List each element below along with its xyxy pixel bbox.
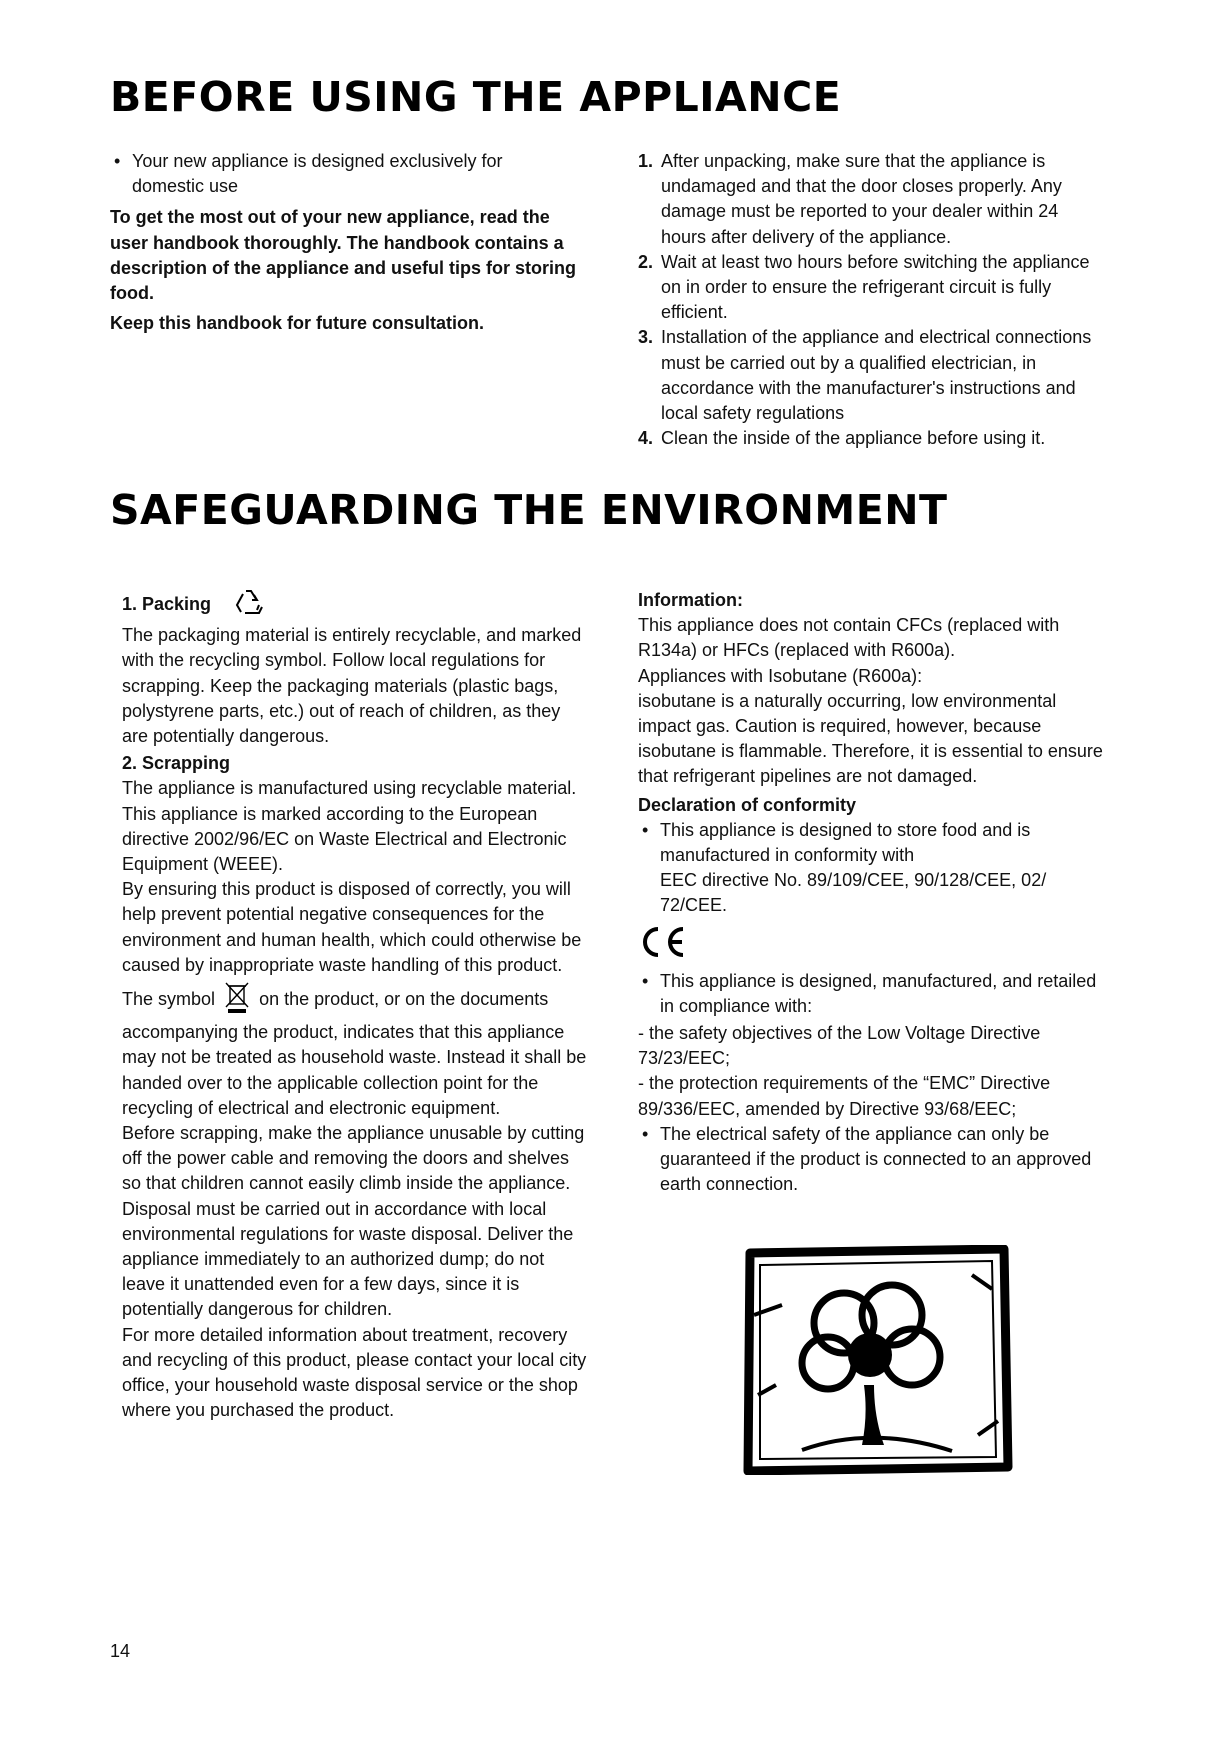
before-using-left-column [110,149,578,336]
information-p3: isobutane is a naturally occurring, low environmental impact gas. Caution is required, however, because isobutane is flammable. Therefore, it is essential to ensure that refrigerant pipelines are not damaged. [638,690,1103,787]
recycle-icon [234,588,264,623]
conformity-bullet-2: • This appliance is designed, manufactured, and retailed in compliance with: [638,969,1110,1019]
domestic-use-bullet: • Your new appliance is designed exclusively for domestic use [110,149,578,199]
scrapping-p5: Before scrapping, make the appliance unusable by cutting off the power cable and removing the doors and shelves so that children cannot easily climb inside the appliance. [122,1123,585,1194]
conformity-directives: EEC directive No. 89/109/CEE, 90/128/CEE, 02/ 72/CEE. [660,870,1047,916]
tree-logo-icon [742,1245,1014,1475]
step-item: 4. Clean the inside of the appliance before using it. [638,428,1046,449]
packing-text: The packaging material is entirely recyclable, and marked with the recycling symbol. Follow local regulations for scrapping. Keep the packaging materials (plastic bags, polystyrene parts, etc.) out of reach of children, as they are potentially dangerous. [122,625,582,747]
conformity-bullet-1: • This appliance is designed to store food and is manufactured in conformity with [638,818,1110,868]
handbook-intro: To get the most out of your new appliance, read the user handbook thoroughly. The handbook contains a description of the appliance and useful tips for storing food. [110,207,577,304]
ce-mark-icon [638,919,1110,969]
section-title-before-using: BEFORE USING THE APPLIANCE [110,73,842,121]
conformity-heading: Declaration of conformity [638,794,857,815]
scrapping-p6: Disposal must be carried out in accordance with local environmental regulations for waste disposal. Deliver the appliance immediately to an authorized dump; do not leave it unattended even for a few days, since it is potentially dangerous for children. [122,1198,574,1320]
packing-heading: 1. Packing [122,594,212,614]
step-item: 1. After unpacking, make sure that the appliance is undamaged and that the door closes properly. Any damage must be reported to your dealer within 24 hours after delivery of the appliance. [638,151,1062,247]
information-p2: Appliances with Isobutane (R600a): [638,665,923,686]
packing-heading-line [122,588,590,623]
scrapping-p3: By ensuring this product is disposed of correctly, you will help prevent potential negative consequences for the environment and human health, which could otherwise be caused by inappropriate waste handling of this product. [122,879,582,975]
emc-directive: - the protection requirements of the “EMC” Directive 89/336/EEC, amended by Directive 93/68/EEC; [638,1073,1051,1119]
step-item: 2. Wait at least two hours before switching the appliance on in order to ensure the refrigerant circuit is fully efficient. [638,251,1090,323]
conformity-bullet-3: • The electrical safety of the appliance can only be guaranteed if the product is connected to an approved earth connection. [638,1122,1110,1198]
keep-handbook-note: Keep this handbook for future consultation. [110,313,485,334]
scrapping-p2: This appliance is marked according to the European directive 2002/96/EC on Waste Electrical and Electronic Equipment (WEEE). [122,803,567,875]
information-p1: This appliance does not contain CFCs (replaced with R134a) or HFCs (replaced with R600a). [638,615,1060,661]
scrapping-p4: The symbol on the product, or on the documents accompanying the product, indicates that this appliance may not be treated as household waste. Instead it shall be handed over to the applicable collection point for the recycling of electrical and electronic equipment. [122,981,590,1121]
step-item: 3. Installation of the appliance and electrical connections must be carried out by a qualified electrician, in accordance with the manufacturer's instructions and local safety regulations [638,327,1092,424]
scrapping-p1: The appliance is manufactured using recyclable material. [122,778,577,799]
weee-bin-icon [224,981,250,1020]
before-using-steps [638,149,1108,451]
environment-left-column [122,588,590,1424]
scrapping-p7: For more detailed information about treatment, recovery and recycling of this product, please contact your local city office, your household waste disposal service or the shop where you purchased the product. [122,1324,587,1421]
scrapping-heading: 2. Scrapping [122,753,231,774]
environment-right-column [638,588,1110,1197]
information-heading: Information: [638,590,743,610]
section-title-safeguarding: SAFEGUARDING THE ENVIRONMENT [110,486,948,534]
low-voltage-directive: - the safety objectives of the Low Voltage Directive 73/23/EEC; [638,1023,1041,1069]
page-number: 14 [110,1641,131,1661]
